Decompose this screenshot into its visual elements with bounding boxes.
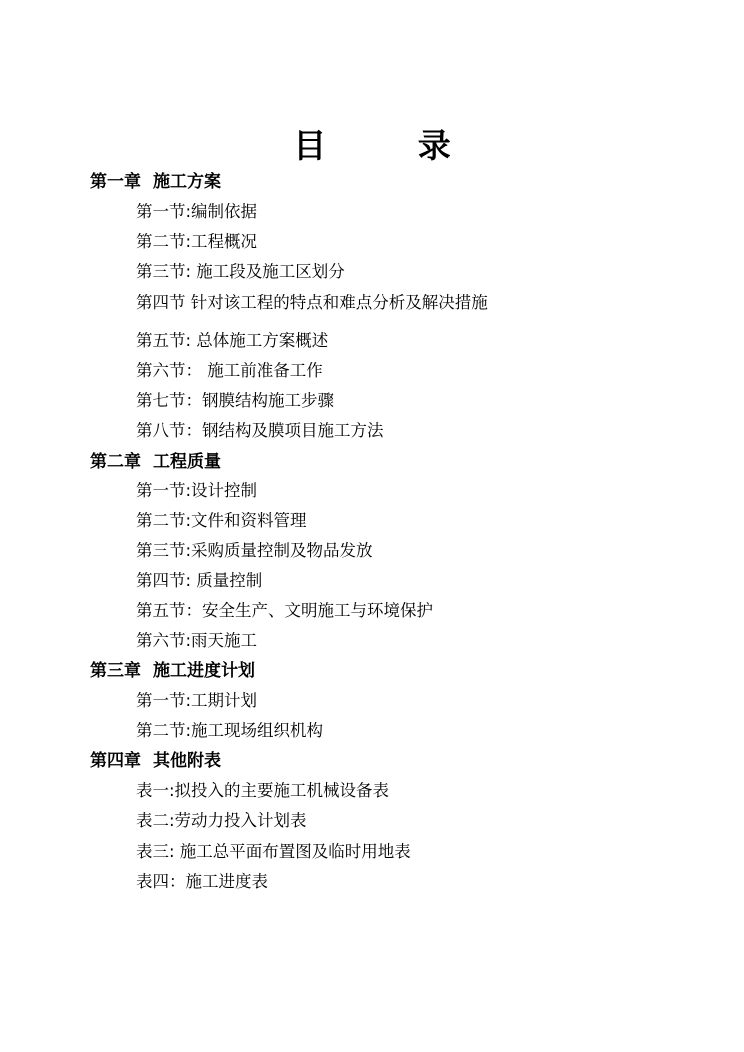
toc-item: 第二节:文件和资料管理 [136, 511, 307, 530]
chapter-name: 施工方案 [153, 172, 221, 192]
toc-item: 第四节: 质量控制 [136, 571, 263, 590]
toc-item: 第六节:雨天施工 [136, 631, 258, 650]
toc-item: 第七节：钢膜结构施工步骤 [136, 391, 334, 410]
chapter-name: 施工进度计划 [153, 661, 255, 681]
chapter-number: 第二章 [90, 452, 141, 472]
chapter-heading-4 [90, 749, 221, 773]
toc-item: 表四：施工进度表 [136, 872, 268, 891]
toc-item: 第三节: 施工段及施工区划分 [136, 262, 345, 281]
page-title: 目 录 [293, 126, 491, 165]
chapter-number: 第四章 [90, 751, 141, 771]
chapter-heading-1 [90, 170, 221, 194]
chapter-name: 其他附表 [153, 751, 221, 771]
toc-item: 第二节:工程概况 [136, 232, 258, 251]
toc-item: 第五节：安全生产、文明施工与环境保护 [136, 601, 433, 620]
toc-item: 第四节 针对该工程的特点和难点分析及解决措施 [136, 293, 488, 312]
toc-item: 表一:拟投入的主要施工机械设备表 [136, 781, 390, 800]
toc-item: 第一节:工期计划 [136, 691, 258, 710]
toc-item: 第一节:设计控制 [136, 481, 258, 500]
toc-item: 表三: 施工总平面布置图及临时用地表 [136, 842, 411, 861]
chapter-heading-2 [90, 450, 221, 474]
toc-item: 第八节：钢结构及膜项目施工方法 [136, 421, 384, 440]
toc-item: 表二:劳动力投入计划表 [136, 811, 307, 830]
toc-item: 第三节:采购质量控制及物品发放 [136, 541, 373, 560]
chapter-number: 第一章 [90, 172, 141, 192]
chapter-name: 工程质量 [153, 452, 221, 472]
toc-item: 第六节： 施工前准备工作 [136, 361, 323, 380]
toc-item: 第二节:施工现场组织机构 [136, 721, 324, 740]
toc-item: 第一节:编制依据 [136, 202, 258, 221]
toc-item: 第五节: 总体施工方案概述 [136, 331, 329, 350]
chapter-number: 第三章 [90, 661, 141, 681]
chapter-heading-3 [90, 659, 255, 683]
